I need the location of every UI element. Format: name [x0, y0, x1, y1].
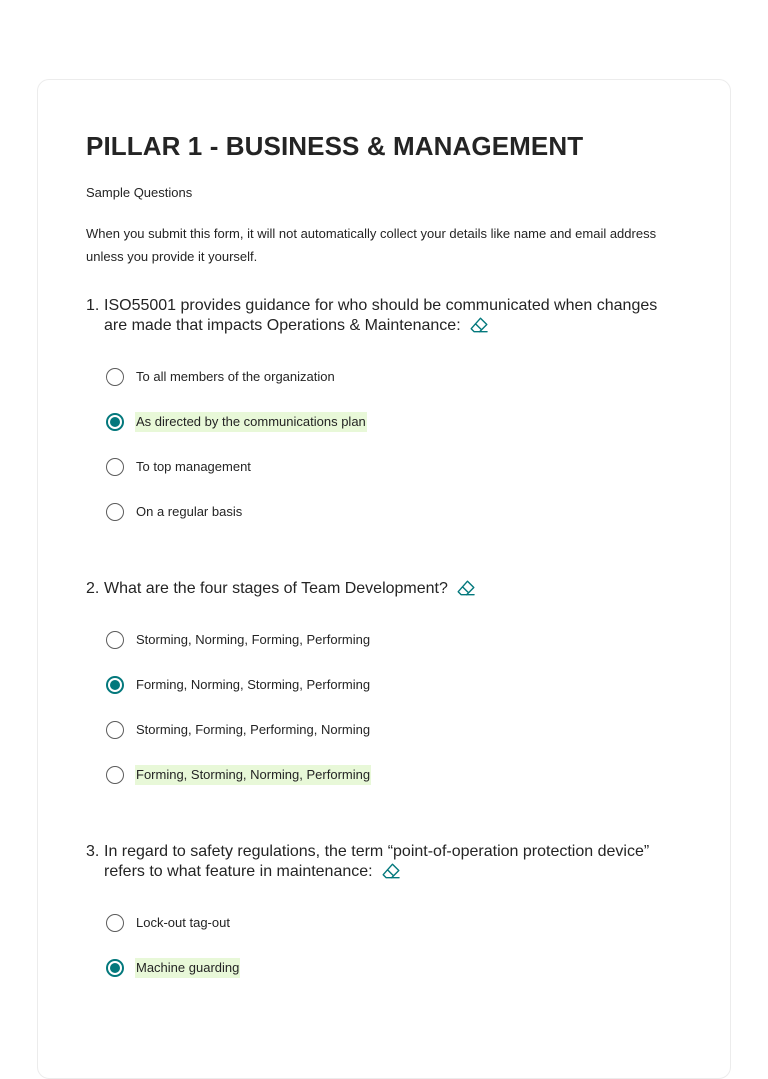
- option-label: Forming, Norming, Storming, Performing: [136, 676, 371, 692]
- question-text-content: ISO55001 provides guidance for who should be communicated when changes are made that impacts Operations & Maintenance:: [104, 297, 658, 334]
- question-text-content: In regard to safety regulations, the term “point-of-operation protection device” refers to what feature in maintenance:: [104, 843, 650, 880]
- radio-button[interactable]: [106, 914, 124, 932]
- option-item[interactable]: [106, 752, 696, 797]
- option-item[interactable]: [106, 489, 696, 534]
- option-item[interactable]: [106, 354, 696, 399]
- option-item[interactable]: [106, 617, 696, 662]
- radio-button-selected[interactable]: [106, 413, 124, 431]
- radio-button[interactable]: [106, 458, 124, 476]
- option-label-correct: Forming, Storming, Norming, Performing: [135, 765, 371, 785]
- question-number: 1.: [86, 297, 100, 314]
- question-text: [104, 842, 696, 882]
- radio-button[interactable]: [106, 503, 124, 521]
- eraser-icon[interactable]: [381, 862, 401, 880]
- question-text: [104, 296, 696, 336]
- eraser-icon[interactable]: [469, 316, 489, 334]
- option-label: To all members of the organization: [136, 368, 335, 384]
- options-list: [106, 354, 696, 534]
- radio-button[interactable]: [106, 631, 124, 649]
- option-label: Storming, Forming, Performing, Norming: [136, 721, 371, 737]
- option-item[interactable]: [106, 945, 696, 990]
- option-item[interactable]: [106, 444, 696, 489]
- option-item[interactable]: [106, 662, 696, 707]
- radio-button[interactable]: [106, 766, 124, 784]
- question-header: [86, 842, 696, 882]
- option-label: To top management: [136, 458, 251, 474]
- question-text: [104, 579, 696, 599]
- options-list: [106, 900, 696, 990]
- question-1: [86, 296, 696, 534]
- form-card: [37, 79, 731, 1079]
- form-subtitle: Sample Questions: [86, 185, 193, 200]
- eraser-icon[interactable]: [456, 579, 476, 597]
- radio-button-selected[interactable]: [106, 676, 124, 694]
- question-text-content: What are the four stages of Team Development?: [104, 580, 448, 597]
- option-item[interactable]: [106, 399, 696, 444]
- option-label: On a regular basis: [136, 503, 243, 519]
- option-label-correct: Machine guarding: [135, 958, 240, 978]
- option-item[interactable]: [106, 900, 696, 945]
- question-3: [86, 842, 696, 990]
- option-item[interactable]: [106, 707, 696, 752]
- privacy-notice: When you submit this form, it will not automatically collect your details like name and email address unless you provide it yourself.: [86, 226, 657, 264]
- radio-button[interactable]: [106, 368, 124, 386]
- question-2: [86, 579, 696, 797]
- option-label-correct: As directed by the communications plan: [135, 412, 367, 432]
- radio-button-selected[interactable]: [106, 959, 124, 977]
- options-list: [106, 617, 696, 797]
- question-number: 3.: [86, 843, 100, 860]
- question-header: [86, 296, 696, 336]
- form-content: [86, 128, 696, 975]
- question-header: [86, 579, 696, 599]
- radio-button[interactable]: [106, 721, 124, 739]
- option-label: Storming, Norming, Forming, Performing: [136, 631, 371, 647]
- form-title: PILLAR 1 - BUSINESS & MANAGEMENT: [86, 131, 584, 161]
- option-label: Lock-out tag-out: [136, 914, 230, 930]
- question-number: 2.: [86, 580, 100, 597]
